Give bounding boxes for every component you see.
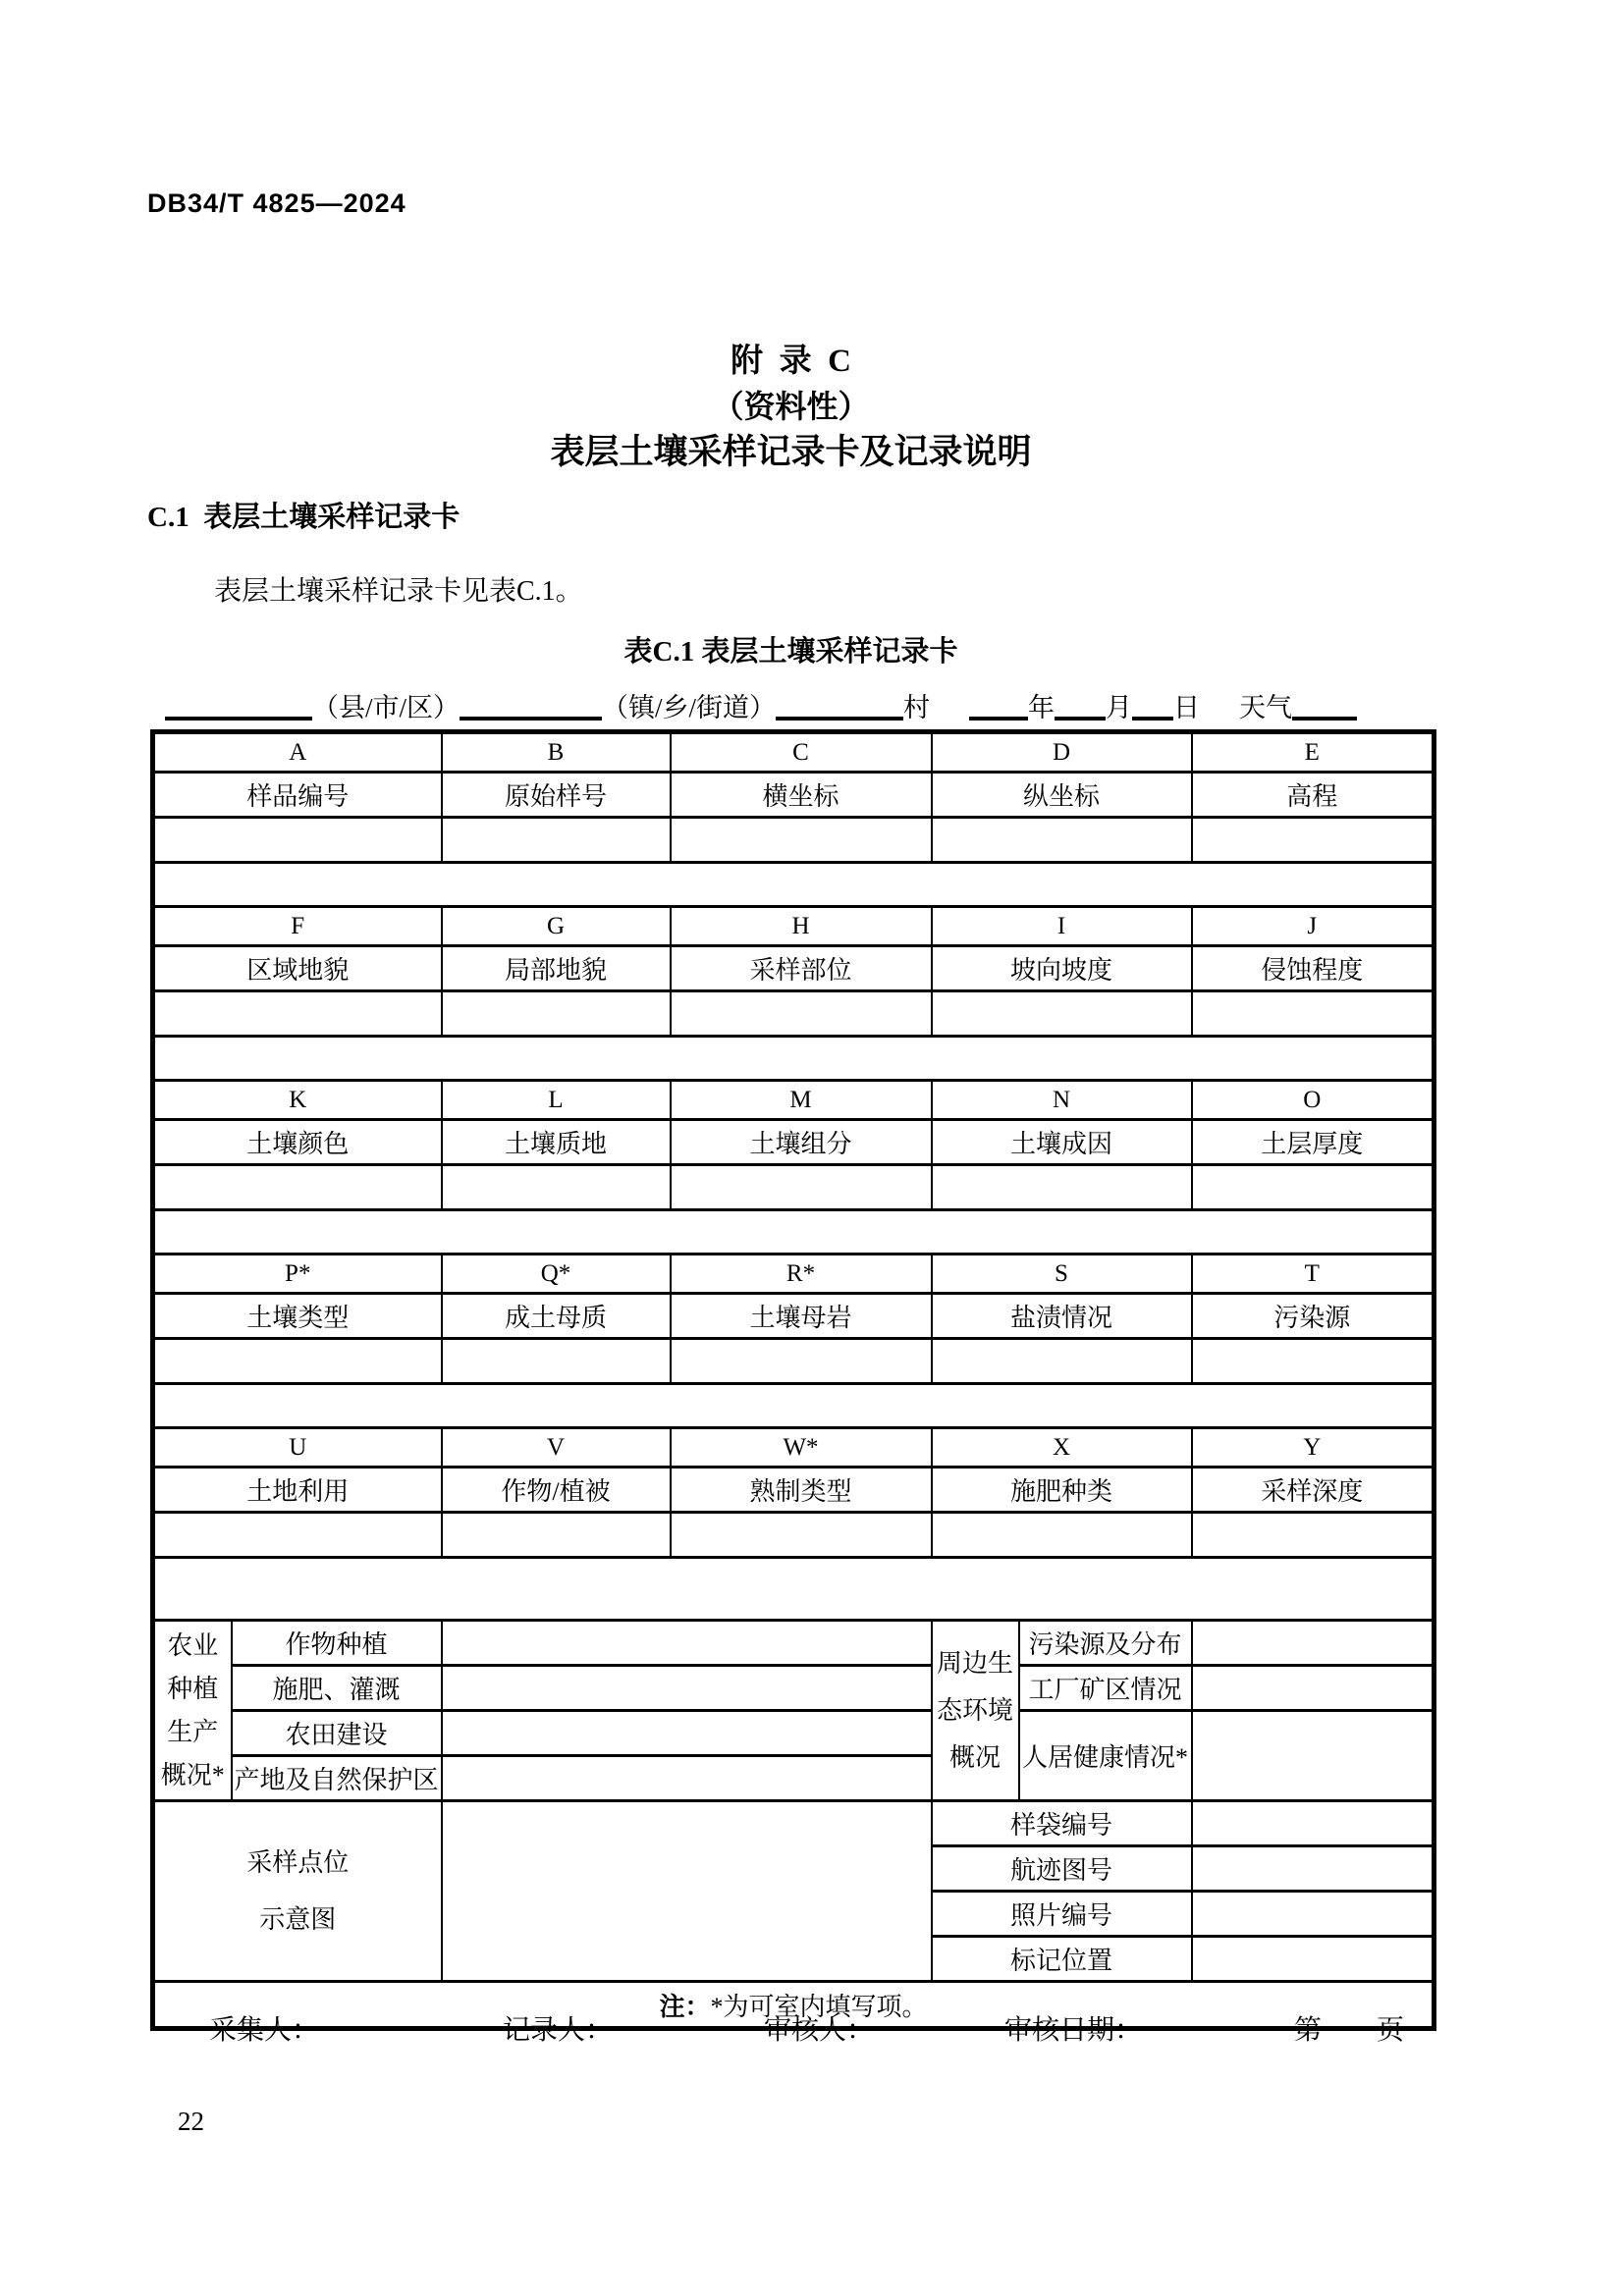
county-blank [165,687,312,721]
input-cell [1192,1892,1435,1937]
input-cell [671,1513,932,1558]
input-cell [1192,1801,1435,1846]
location-header-line [165,687,1357,725]
input-cell [442,1666,932,1711]
page-prefix-label: 第 [1294,2015,1323,2046]
env-label: 人居健康情况* [1019,1711,1192,1801]
env-label: 工厂矿区情况 [1019,1666,1192,1711]
block1-letter-row [153,732,1435,773]
input-cell [153,1165,442,1210]
col-label: 采样部位 [671,946,932,991]
col-label: 施肥种类 [932,1468,1192,1513]
village-blank [776,687,903,721]
col-label: 样品编号 [153,773,442,818]
standard-code: DB34/T 4825—2024 [147,188,406,218]
recorder-label: 记录人： [503,2015,614,2046]
col-letter: Y [1192,1428,1435,1468]
collector-label: 采集人： [209,2015,320,2046]
input-cell [1192,1711,1435,1801]
col-letter: O [1192,1081,1435,1120]
col-letter: K [153,1081,442,1120]
block1-label-row [153,773,1435,818]
input-cell [932,1339,1192,1384]
gap-cell [153,863,1435,907]
block5-input-row [153,1513,1435,1558]
col-letter: U [153,1428,442,1468]
agri-row-1 [153,1621,1435,1666]
record-label: 照片编号 [932,1892,1192,1937]
input-cell [442,1621,932,1666]
appendix-subtitle: （资料性） [712,389,870,424]
input-cell [1192,1339,1435,1384]
appendix-main-title: 表层土壤采样记录卡及记录说明 [550,433,1032,471]
block3-letter-row [153,1081,1435,1120]
col-label: 土壤类型 [153,1294,442,1339]
agriculture-group-label: 农业 种植 生产 概况* [153,1621,232,1801]
col-letter: J [1192,907,1435,946]
input-cell [671,1165,932,1210]
col-label: 高程 [1192,773,1435,818]
block3-input-row [153,1165,1435,1210]
col-label: 原始样号 [442,773,671,818]
col-letter: A [153,732,442,773]
input-cell [1192,991,1435,1037]
block4-input-row [153,1339,1435,1384]
input-cell [671,991,932,1037]
col-label: 熟制类型 [671,1468,932,1513]
note-text: *为可室内填写项。 [710,1992,928,2021]
col-letter: T [1192,1255,1435,1294]
col-label: 采样深度 [1192,1468,1435,1513]
note-prefix: 注： [659,1992,711,2021]
agri-label: 产地及自然保护区 [232,1756,442,1801]
input-cell [1192,1937,1435,1982]
col-letter: G [442,907,671,946]
county-label: （县/市/区） [312,693,460,722]
town-label: （镇/乡/街道） [602,693,777,722]
col-label: 坡向坡度 [932,946,1192,991]
sketch-drawing-area [442,1801,932,1982]
input-cell [442,1756,932,1801]
appendix-title: 附 录 C [731,344,851,379]
input-cell [932,991,1192,1037]
col-letter: E [1192,732,1435,773]
block5-label-row [153,1468,1435,1513]
col-letter: H [671,907,932,946]
input-cell [442,1711,932,1756]
col-letter: N [932,1081,1192,1120]
gap-cell [153,1037,1435,1081]
section-paragraph: 表层土壤采样记录卡见表C.1。 [214,576,583,607]
environment-group-label: 周边生 态环境 概况 [932,1621,1019,1801]
input-cell [671,818,932,863]
col-label: 局部地貌 [442,946,671,991]
col-letter: R* [671,1255,932,1294]
col-letter: Q* [442,1255,671,1294]
table-caption: 表C.1 表层土壤采样记录卡 [623,636,958,667]
col-letter: F [153,907,442,946]
col-letter: M [671,1081,932,1120]
block1-gap-row [153,863,1435,907]
input-cell [932,1165,1192,1210]
year-blank [969,687,1028,721]
input-cell [153,1513,442,1558]
input-cell [442,818,671,863]
col-letter: I [932,907,1192,946]
col-letter: S [932,1255,1192,1294]
block5-gap-row [153,1558,1435,1621]
sketch-row-1 [153,1801,1435,1846]
agri-label: 作物种植 [232,1621,442,1666]
block3-label-row [153,1120,1435,1165]
weather-label: 天气 [1239,693,1293,722]
input-cell [932,1513,1192,1558]
input-cell [1192,1621,1435,1666]
env-label: 污染源及分布 [1019,1621,1192,1666]
block1-input-row [153,818,1435,863]
input-cell [442,991,671,1037]
agri-label: 农田建设 [232,1711,442,1756]
col-label: 横坐标 [671,773,932,818]
record-label: 航迹图号 [932,1846,1192,1892]
input-cell [153,1339,442,1384]
block2-input-row [153,991,1435,1037]
input-cell [1192,1165,1435,1210]
agri-row-3 [153,1711,1435,1756]
month-label: 月 [1106,693,1133,722]
block5-letter-row [153,1428,1435,1468]
input-cell [442,1513,671,1558]
col-letter: W* [671,1428,932,1468]
col-letter: P* [153,1255,442,1294]
input-cell [442,1165,671,1210]
agri-row-2 [153,1666,1435,1711]
col-letter: C [671,732,932,773]
signature-line [0,2008,1624,2048]
input-cell [1192,1666,1435,1711]
record-label: 样袋编号 [932,1801,1192,1846]
col-label: 土壤颜色 [153,1120,442,1165]
block2-label-row [153,946,1435,991]
input-cell [932,818,1192,863]
col-letter: V [442,1428,671,1468]
col-label: 成土母质 [442,1294,671,1339]
year-label: 年 [1028,693,1056,722]
block4-label-row [153,1294,1435,1339]
input-cell [1192,818,1435,863]
page-suffix-label: 页 [1377,2015,1405,2046]
town-blank [460,687,602,721]
sketch-label: 采样点位 示意图 [153,1801,442,1982]
page-number: 22 [178,2107,204,2136]
reviewer-label: 审核人： [764,2015,875,2046]
col-label: 纵坐标 [932,773,1192,818]
day-label: 日 [1173,693,1201,722]
sampling-record-table [150,729,1436,2031]
block4-gap-row [153,1384,1435,1428]
agri-label: 施肥、灌溉 [232,1666,442,1711]
day-blank [1132,687,1173,721]
block3-gap-row [153,1210,1435,1255]
input-cell [153,991,442,1037]
col-letter: L [442,1081,671,1120]
col-label: 区域地貌 [153,946,442,991]
village-label: 村 [903,693,931,722]
input-cell [1192,1513,1435,1558]
month-blank [1055,687,1106,721]
block4-letter-row [153,1255,1435,1294]
col-letter: X [932,1428,1192,1468]
col-label: 土壤组分 [671,1120,932,1165]
col-letter: D [932,732,1192,773]
weather-blank [1292,687,1357,721]
block2-letter-row [153,907,1435,946]
review-date-label: 审核日期： [1004,2015,1143,2046]
gap-cell [153,1210,1435,1255]
col-label: 土壤母岩 [671,1294,932,1339]
input-cell [442,1339,671,1384]
block2-gap-row [153,1037,1435,1081]
col-label: 土壤成因 [932,1120,1192,1165]
col-label: 侵蚀程度 [1192,946,1435,991]
col-label: 土地利用 [153,1468,442,1513]
record-label: 标记位置 [932,1937,1192,1982]
input-cell [671,1339,932,1384]
input-cell [153,818,442,863]
col-label: 土层厚度 [1192,1120,1435,1165]
col-label: 土壤质地 [442,1120,671,1165]
col-label: 作物/植被 [442,1468,671,1513]
gap-cell [153,1384,1435,1428]
input-cell [1192,1846,1435,1892]
col-label: 污染源 [1192,1294,1435,1339]
col-label: 盐渍情况 [932,1294,1192,1339]
col-letter: B [442,732,671,773]
section-heading: C.1 表层土壤采样记录卡 [147,502,460,533]
gap-cell [153,1558,1435,1621]
